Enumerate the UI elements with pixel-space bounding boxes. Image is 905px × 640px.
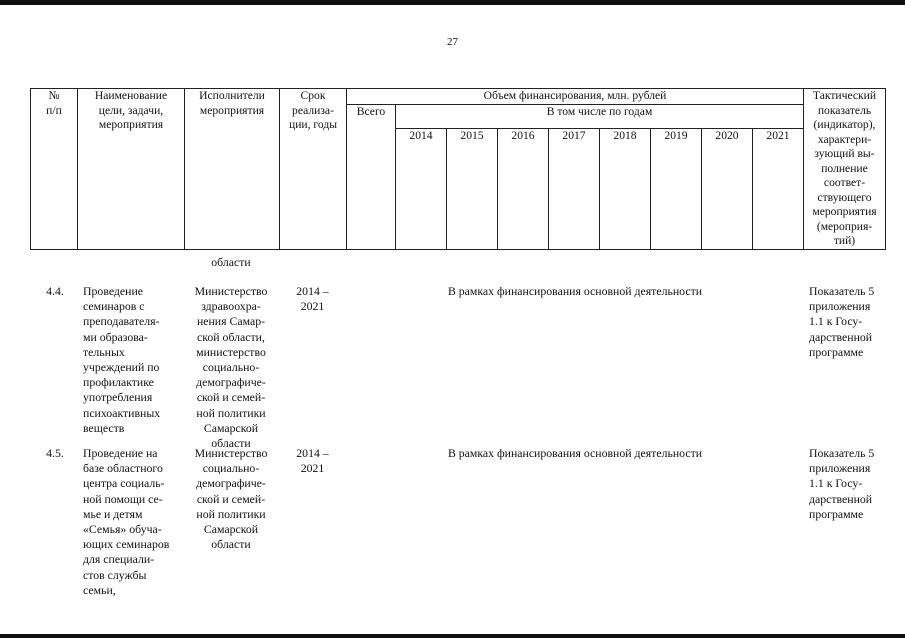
header-name: Наименование цели, задачи, мероприятия <box>78 89 185 250</box>
carryover-executor-text: области <box>211 255 251 269</box>
page-number: 27 <box>447 36 458 48</box>
row-executors: Министерство социально- демографиче- ской и семей- ной политики Самарской области <box>194 446 268 552</box>
header-year: 2021 <box>753 128 804 249</box>
header-year: 2018 <box>600 128 651 249</box>
row-indicator: Показатель 5 приложения 1.1 к Госу- дарственной программе <box>809 446 875 521</box>
header-year: 2020 <box>702 128 753 249</box>
header-executors: Исполнители мероприятия <box>185 89 280 250</box>
row-financing: В рамках финансирования основной деятельности <box>447 446 703 460</box>
top-border-rule <box>0 0 905 5</box>
header-term: Срок реализа- ции, годы <box>280 89 347 250</box>
row-indicator: Показатель 5 приложения 1.1 к Госу- дарственной программе <box>809 284 875 359</box>
row-term: 2014 – 2021 <box>296 446 329 476</box>
header-year: 2019 <box>651 128 702 249</box>
row-number: 4.5. <box>46 446 64 460</box>
header-years-group: В том числе по годам <box>396 104 804 128</box>
row-term: 2014 – 2021 <box>296 284 329 314</box>
row-activity-name: Проведение на базе областного центра социаль- ной помощи се- мье и детям «Семья» обуча- ющих семинаров для специали- стов службы семьи, <box>83 446 170 597</box>
header-indicator: Тактический показатель (индикатор), характери- зующий вы- полнение соответ- ствующего мероприятия (мероприя- тий) <box>804 89 886 250</box>
header-year: 2017 <box>549 128 600 249</box>
table-header <box>30 88 886 250</box>
header-year: 2016 <box>498 128 549 249</box>
bottom-border-rule <box>0 634 905 638</box>
header-year: 2015 <box>447 128 498 249</box>
header-total: Всего <box>347 104 396 249</box>
row-number: 4.4. <box>46 284 64 298</box>
row-executors: Министерство здравоохра- нения Самар- ской области, министерство социально- демографиче- ской и семей- ной политики Самарской области <box>194 284 268 451</box>
row-activity-name: Проведение семинаров с преподавателя- ми образова- тельных учреждений по профилактике употребления психоактивных веществ <box>83 284 161 435</box>
row-financing: В рамках финансирования основной деятельности <box>447 284 703 298</box>
header-volume: Объем финансирования, млн. рублей <box>347 89 804 105</box>
header-year: 2014 <box>396 128 447 249</box>
header-number: № п/п <box>31 89 78 250</box>
